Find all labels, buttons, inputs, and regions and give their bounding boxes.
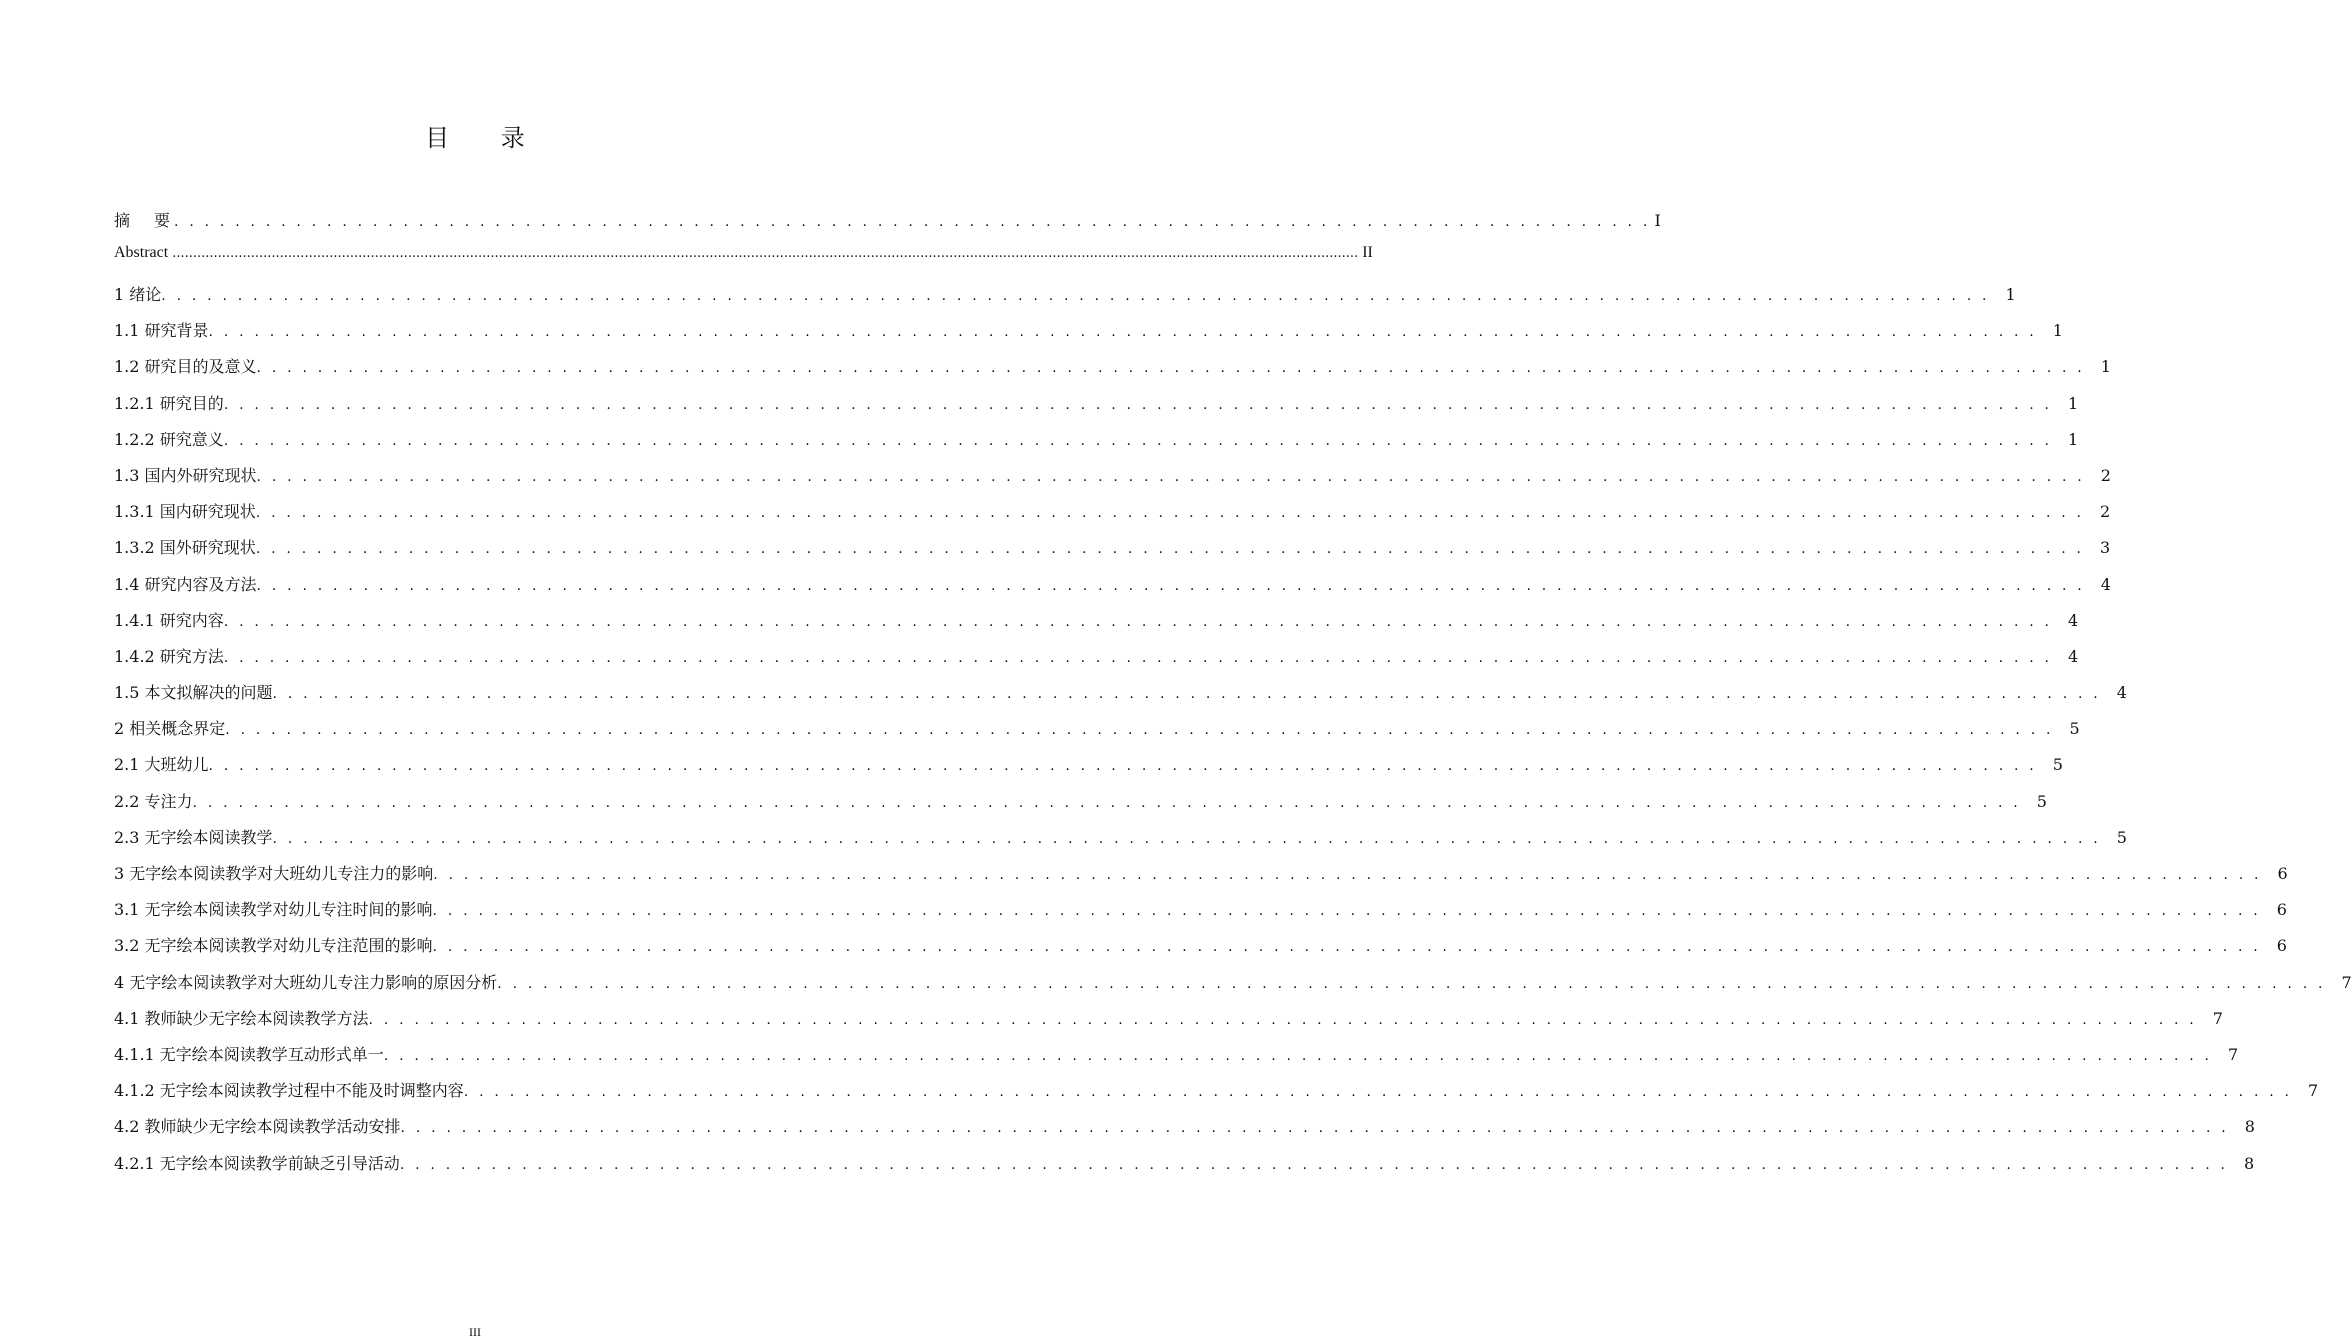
toc-entry[interactable]	[114, 572, 2111, 608]
toc-entry-label: 4.1.2 无字绘本阅读教学过程中不能及时调整内容	[114, 1081, 464, 1101]
toc-leader-dots: . . . . . . . . . . . . . . . . . . . . . . . . . . . . . . . . . . . . . . . . . . . . . . . . . . . . . . . . . . . . . . . . . . . . . . . . . . . . . . . . . . . . . . . . . . . . . . . . . . . . . . . . . . . . . . . . . . . . . . . .	[383, 1047, 2213, 1064]
toc-entry-page: 6	[2276, 900, 2287, 920]
toc-entry-label: 1.2.2 研究意义	[114, 429, 224, 449]
toc-leader-dots: . . . . . . . . . . . . . . . . . . . . . . . . . . . . . . . . . . . . . . . . . . . . . . . . . . . . . . . . . . . . . . . . . . . . . . . . . . . . . . . . . . . . . . . . . . . . . . . . . . . . . . . . . . . . . . . . . . . . . . . .	[433, 867, 2262, 883]
toc-leader-dots: . . . . . . . . . . . . . . . . . . . . . . . . . . . . . . . . . . . . . . . . . . . . . . . . . . . . . . . . . . . . . . . . . . . . . . . . . . . . . . . . . . . . . . . . . . . . . . . . . . . . . . . . . . . . . . . . . . . . . . . .	[399, 1156, 2229, 1173]
toc-entry-page: 5	[2036, 791, 2047, 811]
toc-entry[interactable]	[114, 1151, 2255, 1187]
toc-leader-dots: . . . . . . . . . . . . . . . . . . . . . . . . . . . . . . . . . . . . . . . . . . . . . . . . . . . . . . . . . . . . . . . . . . . . . . . . . . . . . . . . . . . . . . . . . . . . . . . . . . . . . . . . . . . . . . . . . . . . . . . .	[223, 432, 2053, 449]
toc-entry[interactable]	[114, 789, 2047, 825]
toc-entry[interactable]	[114, 463, 2111, 499]
toc-leader-dots: . . . . . . . . . . . . . . . . . . . . . . . . . . . . . . . . . . . . . . . . . . . . . . . . . . . . . . . . . . . . . . . . . . . . . . . . . . . . . . . . . . . . . . . . . . . . . . . . . . . . . . . . . . . . . . . . . . . . . . . .	[161, 288, 1990, 304]
toc-entry-label: 1.4.1 研究内容	[114, 610, 224, 630]
toc-entry-page: II	[1362, 244, 1373, 261]
toc-entry-label: 4.1.1 无字绘本阅读教学互动形式单一	[114, 1044, 384, 1064]
toc-entry-label: 1.2.1 研究目的	[114, 393, 224, 413]
toc-leader-dots: ...............................................................................................................................................................................................................................................................................................	[172, 246, 1359, 261]
toc-entry[interactable]	[114, 354, 2111, 390]
toc-entry-page: 5	[2069, 719, 2080, 739]
toc-entry-label: 2 相关概念界定	[114, 719, 226, 739]
toc-entry[interactable]	[114, 825, 2127, 861]
toc-entry-page: 4	[2068, 646, 2079, 666]
toc-entry[interactable]	[114, 1042, 2239, 1078]
toc-entry-label: 1.3 国内外研究现状	[114, 465, 257, 485]
toc-leader-dots: . . . . . . . . . . . . . . . . . . . . . . . . . . . . . . . . . . . . . . . . . . . . . . . . . . . . . . . . . . . . . . . . . . . . . . . . . . . . . . . . . . . . . . . . . . . . . . . . . . . . . . . . . . . . . . . . . . . . . . . .	[272, 686, 2101, 703]
toc-entry-page: 8	[2244, 1117, 2255, 1137]
toc-entry[interactable]	[114, 391, 2079, 427]
toc-entry-page: 1	[2100, 357, 2111, 377]
toc-leader-dots: . . . . . . . . . . . . . . . . . . . . . . . . . . . . . . . . . . . . . . . . . . . . . . . . . . . . . . . . . . . . . . . . . . . . . . . . . . . . . . . . . . . . . . . . . . . . . . . . . . . . . . . . . . . . . . . . . . . . . . . .	[400, 1120, 2229, 1137]
toc-entry[interactable]	[114, 282, 2016, 318]
toc-leader-dots: . . . . . . . . . . . . . . . . . . . . . . . . . . . . . . . . . . . . . . . . . . . . . . . . . . . . . . . . . . . . . . . . . . . . . . . . . . . . . . . . . . . . . . . . . . . . . . . . . . . . . . . . . . . . . . . . . . . . . . . .	[432, 903, 2261, 920]
toc-entry-page: 2	[2100, 465, 2111, 485]
toc-entry[interactable]	[114, 644, 2079, 680]
toc-entry-label: 2.2 专注力	[114, 791, 193, 811]
toc-entry-label: 2.3 无字绘本阅读教学	[114, 827, 273, 847]
toc-entry-page: 2	[2100, 502, 2111, 522]
toc-entry-page: 4	[2068, 610, 2079, 630]
toc-entry-label: 3.1 无字绘本阅读教学对幼儿专注时间的影响	[114, 900, 433, 920]
toc-entry-label: 1.3.2 国外研究现状	[114, 538, 256, 558]
toc-leader-dots: . . . . . . . . . . . . . . . . . . . . . . . . . . . . . . . . . . . . . . . . . . . . . . . . . . . . . . . . . . . . . . . . . . . . . . . . . . . . . . . . . . . . . . . . . . . . . . . . . . . . . . . . . . . . . . . . . . . . . . . .	[256, 360, 2085, 377]
table-of-contents	[114, 208, 1661, 282]
toc-entry[interactable]	[114, 1114, 2255, 1150]
toc-leader-dots: . . . . . . . . . . . . . . . . . . . . . . . . . . . . . . . . . . . . . . . . . . . . . . . . . . . . . . . . . . . . . . . . . . . . . . . . . . . . . . . . . . . . . . . . . . . . . . . . . . . . . . . . . . . . . . . . . . . . . . . .	[256, 468, 2085, 485]
toc-entry-label: 3.2 无字绘本阅读教学对幼儿专注范围的影响	[114, 936, 433, 956]
toc-leader-dots: . . . . . . . . . . . . . . . . . . . . . . . . . . . . . . . . . . . . . . . . . . . . . . . . . . . . . . . . . . . . . . . . . . . . . . . . . . . . . . . . . . . . . . . . . . . . . . . . . . . . . . . . . . . . . . . . . . . . . . . .	[223, 613, 2053, 630]
toc-leader-dots: . . . . . . . . . . . . . . . . . . . . . . . . . . . . . . . . . . . . . . . . . . . . . . . . . . . . . . . . . . . . . . . . . . . . . . . . . . . . . . . . . . . . . . . . . . . . . . . . . . . . . . . . . . . . . . . . . . . . . . . .	[368, 1011, 2197, 1028]
toc-entry[interactable]	[114, 933, 2287, 969]
toc-entry[interactable]	[114, 608, 2079, 644]
toc-entry-label: 4.2.1 无字绘本阅读教学前缺乏引导活动	[114, 1153, 400, 1173]
toc-entry-label: 4.2 教师缺少无字绘本阅读教学活动安排	[114, 1117, 401, 1137]
toc-leader-dots: . . . . . . . . . . . . . . . . . . . . . . . . . . . . . . . . . . . . . . . . . . . . . . . . . . . . . . . . . . . . . . . . . . . . . . . . . . . . . . . . . . . . . . . . . . . . . . . . . . . . . . . . . . . . . . . . . . . . . . . .	[225, 722, 2054, 739]
toc-entry-page: 5	[2116, 827, 2127, 847]
toc-entry-label: 1.5 本文拟解决的问题	[114, 683, 273, 703]
toc-entry-page: 5	[2052, 755, 2063, 775]
toc-entry-page: 1	[2005, 285, 2016, 304]
toc-entry-page: 7	[2308, 1081, 2319, 1101]
toc-leader-dots: . . . . . . . . . . . . . . . . . . . . . . . . . . . . . . . . . . . . . . . . . . . . . . . . . . . . . . . . . . . . . . . . . . . . . . . . . . . . . . . . . . . . . . . . . . . . . . . . . . . . . . . . . . . . . . . . . . . . . . . .	[255, 505, 2085, 522]
toc-leader-dots: . . . . . . . . . . . . . . . . . . . . . . . . . . . . . . . . . . . . . . . . . . . . . . . . . . . . . . . . . . . . . . . . . . . . . . . . . . . . . . . . . . . . . . . . . . . . . . . . . . . . . . . . . . . . . . . . . . . . . . . .	[192, 794, 2021, 811]
toc-entry[interactable]	[114, 1006, 2223, 1042]
toc-entry[interactable]	[114, 1078, 2319, 1114]
toc-entry-page: 6	[2277, 864, 2288, 883]
toc-entry-page: I	[1654, 211, 1661, 230]
toc-entry-page: 7	[2341, 972, 2352, 992]
toc-entry-page: 6	[2276, 936, 2287, 956]
toc-entry[interactable]	[114, 427, 2079, 463]
toc-leader-dots: . . . . . . . . . . . . . . . . . . . . . . . . . . . . . . . . . . . . . . . . . . . . . . . . . . . . . . . . . . . . . . . . . . . . . . . . . . . . . . . . . . . . . . . . . . . . . . . . . . . . . . . . . . . . . . . . . . . . . . . .	[223, 396, 2053, 413]
toc-entry-label: 1.4.2 研究方法	[114, 646, 224, 666]
toc-entry-page: 8	[2244, 1153, 2255, 1173]
toc-entry-page: 1	[2068, 393, 2079, 413]
toc-entry[interactable]	[114, 970, 2352, 1006]
toc-leader-dots: . . . . . . . . . . . . . . . . . . . . . . . . . . . . . . . . . . . . . . . . . . . . . . . . . . . . . . . . . . . . . . . . . . . . . . . . . . . . . . . . . . . . . . . . . . . . . . . . . . . . . . . . . . . . . . . . . . . . . . . .	[208, 324, 2037, 341]
toc-leader-dots: . . . . . . . . . . . . . . . . . . . . . . . . . . . . . . . . . . . . . . . . . . . . . . . . . . . . . . . . . . . . . . . . . . . . . . . . . . . . . . . . . . . . . . . . . . . . . . . . . . . . . . . . . . . . . . . . . . . . . . . .	[497, 975, 2326, 992]
toc-entry-label: 1 绪论	[114, 285, 162, 304]
toc-entry-page: 1	[2068, 429, 2079, 449]
toc-entry[interactable]	[114, 499, 2111, 535]
toc-entry[interactable]	[114, 680, 2127, 716]
toc-entry-label: 1.2 研究目的及意义	[114, 357, 257, 377]
toc-leader-dots: . . . . . . . . . . . . . . . . . . . . . . . . . . . . . . . . . . . . . . . . . . . . . . . . . . . . . . . . . . . . . . . . . . . . . . . . . . . . . . . . . . . . . . . . . . . . . . . . . . . . . . . . . . . . . . . . . . . . . . . .	[256, 577, 2085, 594]
toc-entry-label: 1.1 研究背景	[114, 321, 209, 341]
toc-entry-label: 1.3.1 国内研究现状	[114, 502, 256, 522]
toc-entry-label: 1.4 研究内容及方法	[114, 574, 257, 594]
toc-entry-label: 4.1 教师缺少无字绘本阅读教学方法	[114, 1008, 369, 1028]
toc-leader-dots: . . . . . . . . . . . . . . . . . . . . . . . . . . . . . . . . . . . . . . . . . . . . . . . . . . . . . . . . . . . . . . . . . . . . . . . . . . . . . . . . . . . . . . . . . . . . . . . . . . . . . . . . . . . . . . . . . . . . . . . .	[432, 939, 2261, 956]
toc-entry-page: 1	[2052, 321, 2063, 341]
toc-leader-dots: . . . . . . . . . . . . . . . . . . . . . . . . . . . . . . . . . . . . . . . . . . . . . . . . . . . . . . . . . . . . . . . . . . . . . . . . . . . . . . . . . . . . . . . . . . . . . . . . .	[174, 214, 1651, 230]
toc-title: 目 录	[425, 124, 547, 152]
toc-entry-label: 摘 要	[114, 211, 175, 230]
toc-entry-label: Abstract	[114, 244, 169, 261]
toc-leader-dots: . . . . . . . . . . . . . . . . . . . . . . . . . . . . . . . . . . . . . . . . . . . . . . . . . . . . . . . . . . . . . . . . . . . . . . . . . . . . . . . . . . . . . . . . . . . . . . . . . . . . . . . . . . . . . . . . . . . . . . . .	[255, 541, 2085, 558]
toc-entry-label: 2.1 大班幼儿	[114, 755, 209, 775]
toc-entry-page: 7	[2228, 1044, 2239, 1064]
toc-leader-dots: . . . . . . . . . . . . . . . . . . . . . . . . . . . . . . . . . . . . . . . . . . . . . . . . . . . . . . . . . . . . . . . . . . . . . . . . . . . . . . . . . . . . . . . . . . . . . . . . . . . . . . . . . . . . . . . . . . . . . . . .	[272, 830, 2101, 847]
toc-leader-dots: . . . . . . . . . . . . . . . . . . . . . . . . . . . . . . . . . . . . . . . . . . . . . . . . . . . . . . . . . . . . . . . . . . . . . . . . . . . . . . . . . . . . . . . . . . . . . . . . . . . . . . . . . . . . . . . . . . . . . . . .	[208, 758, 2037, 775]
toc-entry-label: 3 无字绘本阅读教学对大班幼儿专注力的影响	[114, 864, 434, 883]
toc-entry[interactable]	[114, 244, 1373, 282]
toc-entry-page: 4	[2100, 574, 2111, 594]
toc-entry[interactable]	[114, 752, 2063, 788]
toc-entry[interactable]	[114, 861, 2288, 897]
toc-entry[interactable]	[114, 208, 1661, 244]
toc-entry-page: 7	[2212, 1008, 2223, 1028]
toc-entry-label: 4 无字绘本阅读教学对大班幼儿专注力影响的原因分析	[114, 972, 498, 992]
toc-leader-dots: . . . . . . . . . . . . . . . . . . . . . . . . . . . . . . . . . . . . . . . . . . . . . . . . . . . . . . . . . . . . . . . . . . . . . . . . . . . . . . . . . . . . . . . . . . . . . . . . . . . . . . . . . . . . . . . . . . . . . . . .	[463, 1084, 2293, 1101]
toc-leader-dots: . . . . . . . . . . . . . . . . . . . . . . . . . . . . . . . . . . . . . . . . . . . . . . . . . . . . . . . . . . . . . . . . . . . . . . . . . . . . . . . . . . . . . . . . . . . . . . . . . . . . . . . . . . . . . . . . . . . . . . . .	[223, 649, 2053, 666]
toc-entry[interactable]	[114, 535, 2111, 571]
toc-entry-page: 3	[2100, 538, 2111, 558]
page-number: III	[469, 1325, 481, 1339]
toc-entry[interactable]	[114, 897, 2287, 933]
toc-entry-page: 4	[2116, 683, 2127, 703]
toc-entry[interactable]	[114, 716, 2080, 752]
toc-entries	[114, 282, 2352, 1187]
toc-entry[interactable]	[114, 318, 2063, 354]
